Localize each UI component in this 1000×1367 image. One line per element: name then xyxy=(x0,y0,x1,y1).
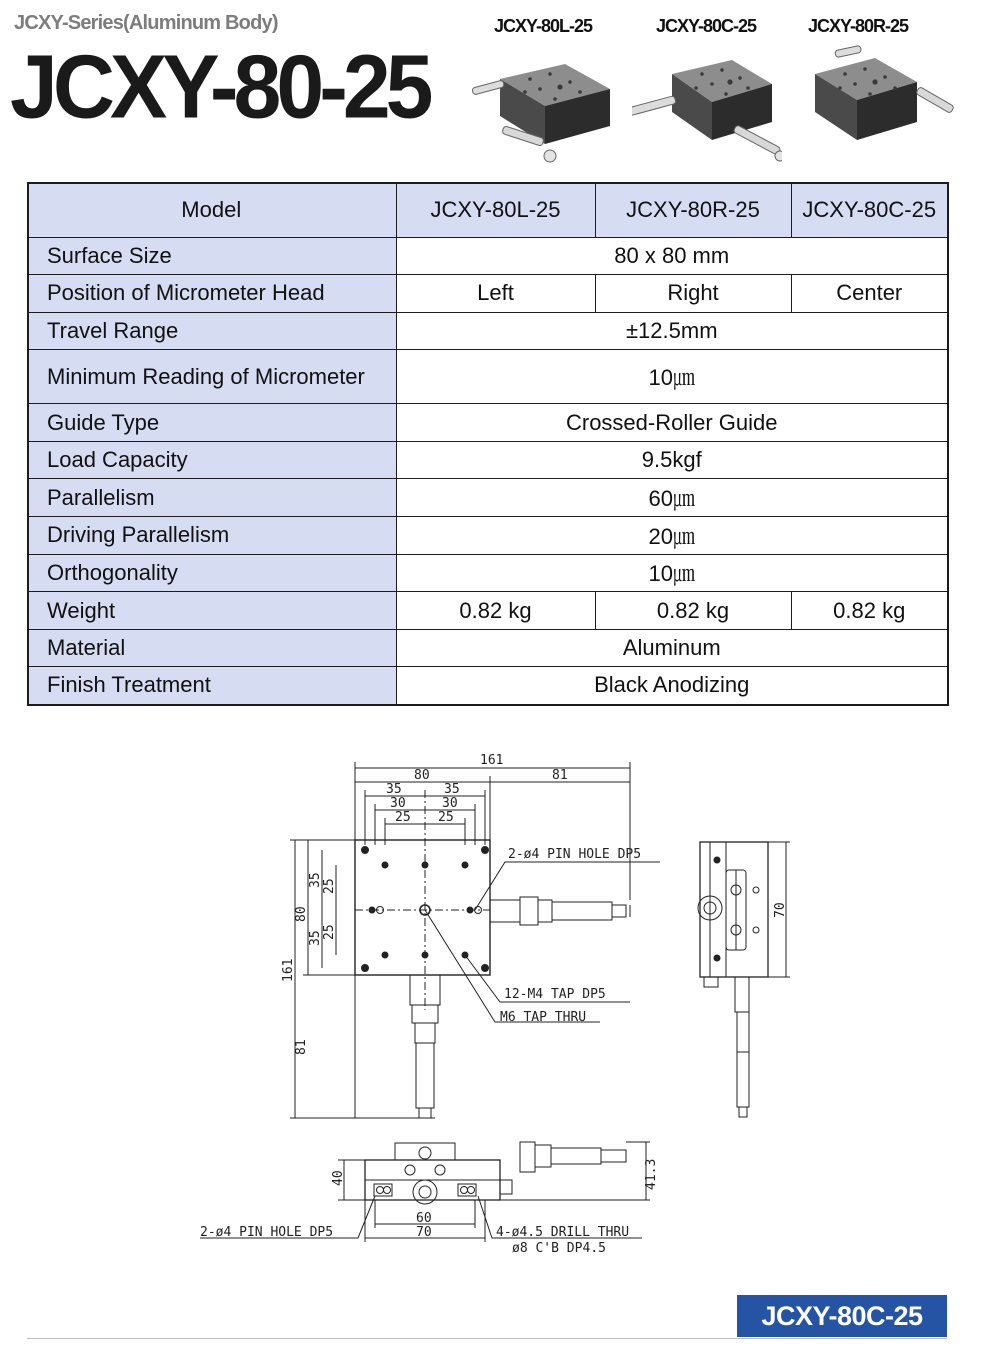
row-label: Minimum Reading of Micrometer xyxy=(28,350,396,404)
dim-30-right: 30 xyxy=(442,796,458,811)
table-row-load-capacity xyxy=(28,441,948,479)
dim-41-3-front: 41.3 xyxy=(644,1158,659,1190)
photo-caption-80l: JCXY-80L-25 xyxy=(494,16,593,36)
top-view xyxy=(281,753,660,1118)
photo-caption-80c: JCXY-80C-25 xyxy=(656,16,757,36)
row-label: Travel Range xyxy=(28,312,396,350)
dim-35-v-top: 35 xyxy=(308,872,323,888)
row-value-80r: Right xyxy=(595,275,791,313)
header-model-80c: JCXY-80C-25 xyxy=(791,183,948,237)
header-model-80l: JCXY-80L-25 xyxy=(396,183,595,237)
row-value-80r: 0.82 kg xyxy=(595,592,791,630)
footer-divider xyxy=(27,1338,947,1339)
dim-25-left: 25 xyxy=(395,810,411,825)
row-label: Guide Type xyxy=(28,404,396,442)
row-value: 9.5kgf xyxy=(396,441,948,479)
row-label: Surface Size xyxy=(28,237,396,275)
row-label: Weight xyxy=(28,592,396,630)
table-row-surface-size xyxy=(28,237,948,275)
spec-table xyxy=(27,182,949,706)
dim-35-left: 35 xyxy=(386,782,402,797)
dim-81-top: 81 xyxy=(552,768,568,783)
dim-70-side: 70 xyxy=(773,902,788,918)
dim-161-top: 161 xyxy=(480,753,504,768)
dim-35-v-bottom: 35 xyxy=(308,930,323,946)
row-value: 60㎛ xyxy=(396,479,948,517)
row-label: Position of Micrometer Head xyxy=(28,275,396,313)
note-pin-hole-front: 2-ø4 PIN HOLE DP5 xyxy=(200,1225,334,1240)
row-value-80l: 0.82 kg xyxy=(396,592,595,630)
dim-25-right: 25 xyxy=(438,810,454,825)
note-counterbore: ø8 C'B DP4.5 xyxy=(512,1241,606,1256)
row-value-80c: 0.82 kg xyxy=(791,592,948,630)
row-value: ±12.5mm xyxy=(396,312,948,350)
front-view xyxy=(200,1142,659,1256)
note-center-tap: M6 TAP THRU xyxy=(500,1010,587,1025)
row-value: 10㎛ xyxy=(396,554,948,592)
note-tap-holes: 12-M4 TAP DP5 xyxy=(504,987,606,1002)
row-label: Material xyxy=(28,629,396,667)
table-row-weight xyxy=(28,592,948,630)
dim-40-front: 40 xyxy=(331,1170,346,1186)
table-row-guide-type xyxy=(28,404,948,442)
dim-70-front: 70 xyxy=(416,1225,432,1240)
photo-caption-80r: JCXY-80R-25 xyxy=(808,16,909,36)
note-pin-hole-top: 2-ø4 PIN HOLE DP5 xyxy=(508,847,642,862)
row-label: Orthogonality xyxy=(28,554,396,592)
dim-35-right: 35 xyxy=(444,782,460,797)
row-label: Finish Treatment xyxy=(28,667,396,705)
dim-161-vertical: 161 xyxy=(281,958,296,982)
product-photo-80l xyxy=(470,44,620,164)
row-value: 20㎛ xyxy=(396,517,948,555)
row-value-80c: Center xyxy=(791,275,948,313)
header-model-80r: JCXY-80R-25 xyxy=(595,183,791,237)
table-row-finish xyxy=(28,667,948,705)
note-drill-thru: 4-ø4.5 DRILL THRU xyxy=(496,1225,630,1240)
row-value: Aluminum xyxy=(396,629,948,667)
table-header-row xyxy=(28,183,948,237)
row-value: Crossed-Roller Guide xyxy=(396,404,948,442)
series-label: JCXY-Series(Aluminum Body) xyxy=(14,12,278,34)
row-label: Load Capacity xyxy=(28,441,396,479)
dim-30-left: 30 xyxy=(390,796,406,811)
dim-25-v-top: 25 xyxy=(322,878,337,894)
dim-25-v-bottom: 25 xyxy=(322,924,337,940)
table-row-material xyxy=(28,629,948,667)
table-row-parallelism xyxy=(28,479,948,517)
table-row-min-reading xyxy=(28,350,948,404)
product-photo-80c xyxy=(632,44,782,164)
row-value: Black Anodizing xyxy=(396,667,948,705)
table-row-travel-range xyxy=(28,312,948,350)
technical-drawing xyxy=(190,750,790,1260)
header-model-label: Model xyxy=(28,183,396,237)
dim-81-vertical: 81 xyxy=(294,1039,309,1055)
row-label: Driving Parallelism xyxy=(28,517,396,555)
dim-80-top: 80 xyxy=(414,768,430,783)
side-view xyxy=(698,842,790,1117)
table-row-micrometer-position xyxy=(28,275,948,313)
product-photo-80r xyxy=(805,44,955,164)
table-row-orthogonality xyxy=(28,554,948,592)
page-title: JCXY-80-25 xyxy=(10,36,429,138)
model-badge: JCXY-80C-25 xyxy=(737,1295,947,1337)
table-row-driving-parallelism xyxy=(28,517,948,555)
row-value: 10㎛ xyxy=(396,350,948,404)
row-value-80l: Left xyxy=(396,275,595,313)
row-label: Parallelism xyxy=(28,479,396,517)
dim-60-front: 60 xyxy=(416,1211,432,1226)
row-value: 80 x 80 mm xyxy=(396,237,948,275)
dim-80-vertical: 80 xyxy=(294,906,309,922)
